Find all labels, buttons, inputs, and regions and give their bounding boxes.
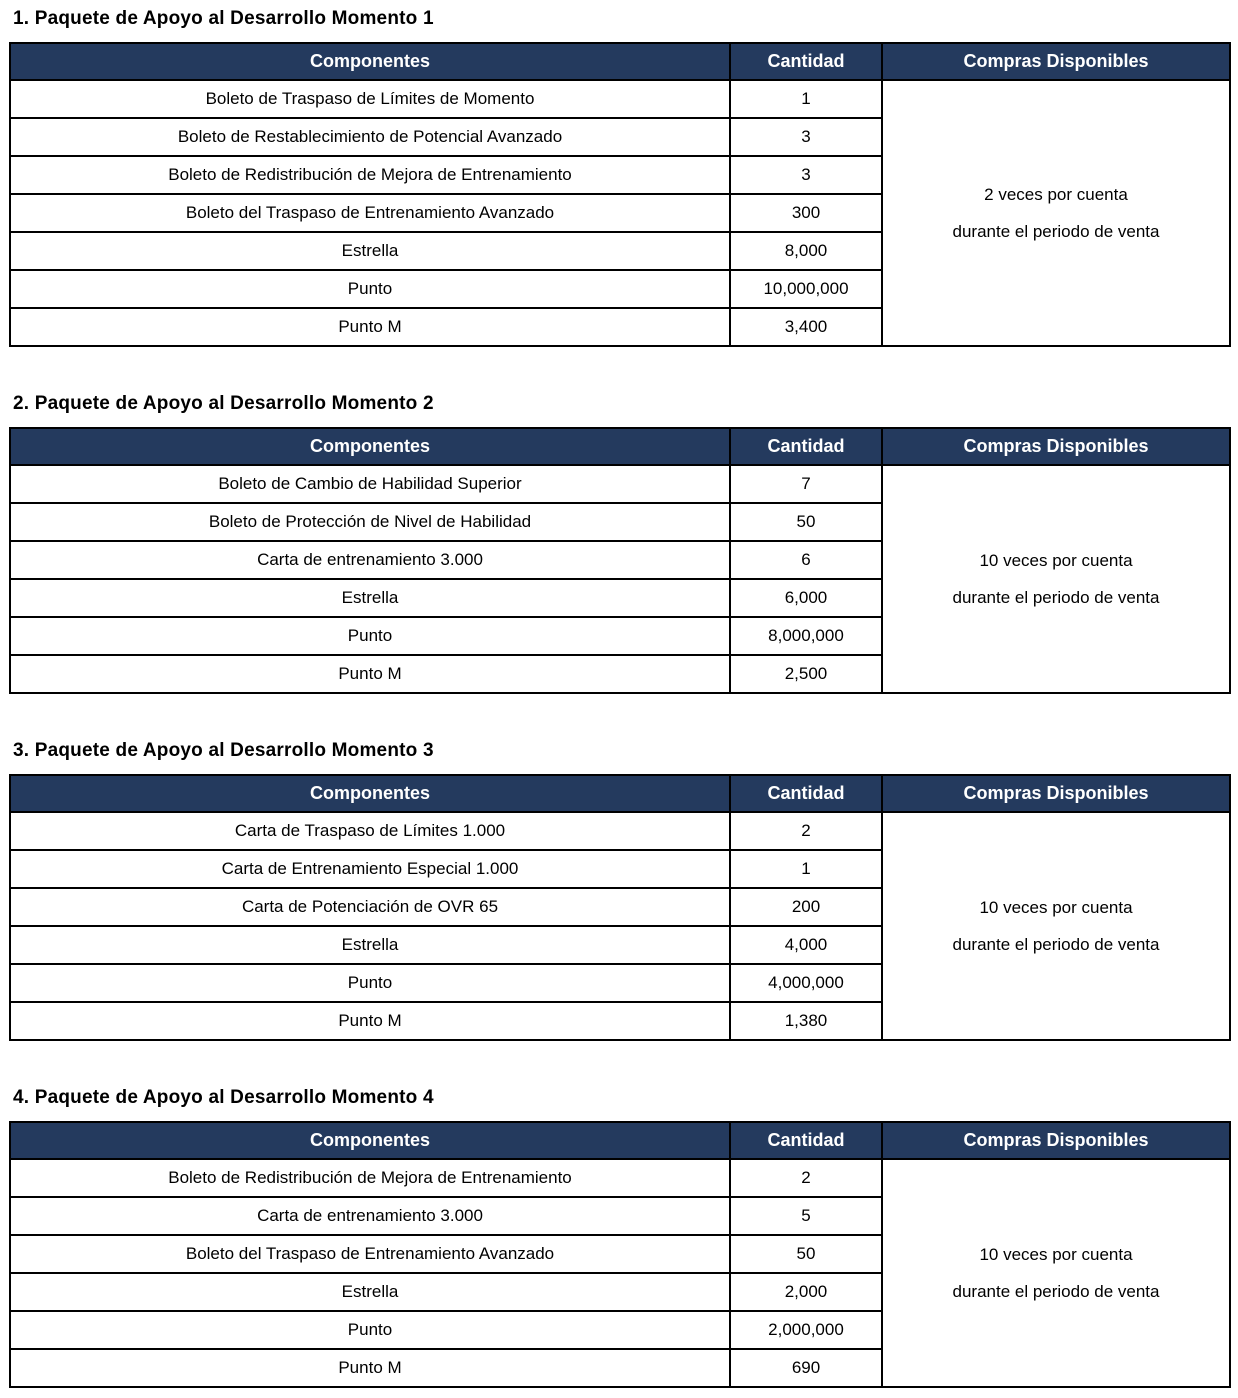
cantidad-cell: 4,000 bbox=[730, 926, 882, 964]
component-cell: Punto bbox=[10, 964, 730, 1002]
compras-line2: durante el periodo de venta bbox=[952, 1282, 1160, 1301]
col-header-componentes: Componentes bbox=[10, 775, 730, 812]
cantidad-cell: 7 bbox=[730, 465, 882, 503]
compras-line2: durante el periodo de venta bbox=[952, 935, 1160, 954]
component-cell: Carta de Traspaso de Límites 1.000 bbox=[10, 812, 730, 850]
table-header-row bbox=[10, 775, 1230, 812]
col-header-compras: Compras Disponibles bbox=[882, 1122, 1230, 1159]
cantidad-cell: 8,000 bbox=[730, 232, 882, 270]
compras-disponibles-cell bbox=[882, 1159, 1230, 1387]
package-table-3 bbox=[9, 774, 1231, 1041]
compras-line2: durante el periodo de venta bbox=[952, 222, 1160, 241]
component-cell: Boleto de Restablecimiento de Potencial Avanzado bbox=[10, 118, 730, 156]
package-section-3 bbox=[9, 740, 1238, 1041]
cantidad-cell: 8,000,000 bbox=[730, 617, 882, 655]
cantidad-cell: 2 bbox=[730, 1159, 882, 1197]
component-cell: Carta de entrenamiento 3.000 bbox=[10, 1197, 730, 1235]
col-header-cantidad: Cantidad bbox=[730, 775, 882, 812]
component-cell: Boleto de Traspaso de Límites de Momento bbox=[10, 80, 730, 118]
cantidad-cell: 1,380 bbox=[730, 1002, 882, 1040]
compras-line1: 10 veces por cuenta bbox=[979, 1244, 1133, 1264]
component-cell: Punto M bbox=[10, 1002, 730, 1040]
cantidad-cell: 3 bbox=[730, 156, 882, 194]
cantidad-cell: 50 bbox=[730, 503, 882, 541]
section-title: 4. Paquete de Apoyo al Desarrollo Momento 4 bbox=[13, 1087, 434, 1108]
col-header-compras: Compras Disponibles bbox=[882, 428, 1230, 465]
component-cell: Punto bbox=[10, 617, 730, 655]
cantidad-cell: 690 bbox=[730, 1349, 882, 1387]
component-cell: Carta de entrenamiento 3.000 bbox=[10, 541, 730, 579]
component-cell: Carta de Potenciación de OVR 65 bbox=[10, 888, 730, 926]
col-header-cantidad: Cantidad bbox=[730, 43, 882, 80]
cantidad-cell: 2 bbox=[730, 812, 882, 850]
table-row bbox=[10, 812, 1230, 850]
component-cell: Boleto de Protección de Nivel de Habilidad bbox=[10, 503, 730, 541]
section-title: 2. Paquete de Apoyo al Desarrollo Momento 2 bbox=[13, 393, 434, 414]
cantidad-cell: 50 bbox=[730, 1235, 882, 1273]
component-cell: Punto M bbox=[10, 308, 730, 346]
cantidad-cell: 2,500 bbox=[730, 655, 882, 693]
col-header-compras: Compras Disponibles bbox=[882, 775, 1230, 812]
col-header-cantidad: Cantidad bbox=[730, 428, 882, 465]
component-cell: Punto bbox=[10, 270, 730, 308]
package-section-4 bbox=[9, 1087, 1238, 1388]
col-header-cantidad: Cantidad bbox=[730, 1122, 882, 1159]
cantidad-cell: 6 bbox=[730, 541, 882, 579]
cantidad-cell: 3 bbox=[730, 118, 882, 156]
col-header-componentes: Componentes bbox=[10, 43, 730, 80]
package-section-2 bbox=[9, 393, 1238, 694]
table-header-row bbox=[10, 43, 1230, 80]
section-title: 3. Paquete de Apoyo al Desarrollo Momento 3 bbox=[13, 740, 434, 761]
component-cell: Boleto de Redistribución de Mejora de Entrenamiento bbox=[10, 156, 730, 194]
cantidad-cell: 2,000,000 bbox=[730, 1311, 882, 1349]
package-table-4 bbox=[9, 1121, 1231, 1388]
component-cell: Estrella bbox=[10, 579, 730, 617]
table-header-row bbox=[10, 1122, 1230, 1159]
compras-line1: 2 veces por cuenta bbox=[984, 184, 1128, 204]
cantidad-cell: 4,000,000 bbox=[730, 964, 882, 1002]
package-section-1 bbox=[9, 8, 1238, 347]
section-title: 1. Paquete de Apoyo al Desarrollo Momento 1 bbox=[13, 8, 434, 29]
component-cell: Boleto del Traspaso de Entrenamiento Avanzado bbox=[10, 1235, 730, 1273]
table-row bbox=[10, 465, 1230, 503]
component-cell: Punto M bbox=[10, 655, 730, 693]
compras-line2: durante el periodo de venta bbox=[952, 588, 1160, 607]
compras-disponibles-cell bbox=[882, 80, 1230, 346]
cantidad-cell: 6,000 bbox=[730, 579, 882, 617]
component-cell: Punto M bbox=[10, 1349, 730, 1387]
component-cell: Punto bbox=[10, 1311, 730, 1349]
package-table-2 bbox=[9, 427, 1231, 694]
component-cell: Estrella bbox=[10, 232, 730, 270]
component-cell: Boleto de Redistribución de Mejora de Entrenamiento bbox=[10, 1159, 730, 1197]
component-cell: Estrella bbox=[10, 926, 730, 964]
component-cell: Estrella bbox=[10, 1273, 730, 1311]
compras-disponibles-cell bbox=[882, 812, 1230, 1040]
cantidad-cell: 300 bbox=[730, 194, 882, 232]
table-row bbox=[10, 1159, 1230, 1197]
table-header-row bbox=[10, 428, 1230, 465]
cantidad-cell: 10,000,000 bbox=[730, 270, 882, 308]
compras-line1: 10 veces por cuenta bbox=[979, 550, 1133, 570]
col-header-componentes: Componentes bbox=[10, 428, 730, 465]
component-cell: Boleto de Cambio de Habilidad Superior bbox=[10, 465, 730, 503]
cantidad-cell: 1 bbox=[730, 850, 882, 888]
cantidad-cell: 2,000 bbox=[730, 1273, 882, 1311]
table-row bbox=[10, 80, 1230, 118]
cantidad-cell: 3,400 bbox=[730, 308, 882, 346]
package-table-1 bbox=[9, 42, 1231, 347]
cantidad-cell: 1 bbox=[730, 80, 882, 118]
component-cell: Boleto del Traspaso de Entrenamiento Avanzado bbox=[10, 194, 730, 232]
compras-disponibles-cell bbox=[882, 465, 1230, 693]
compras-line1: 10 veces por cuenta bbox=[979, 897, 1133, 917]
col-header-compras: Compras Disponibles bbox=[882, 43, 1230, 80]
component-cell: Carta de Entrenamiento Especial 1.000 bbox=[10, 850, 730, 888]
cantidad-cell: 200 bbox=[730, 888, 882, 926]
cantidad-cell: 5 bbox=[730, 1197, 882, 1235]
col-header-componentes: Componentes bbox=[10, 1122, 730, 1159]
